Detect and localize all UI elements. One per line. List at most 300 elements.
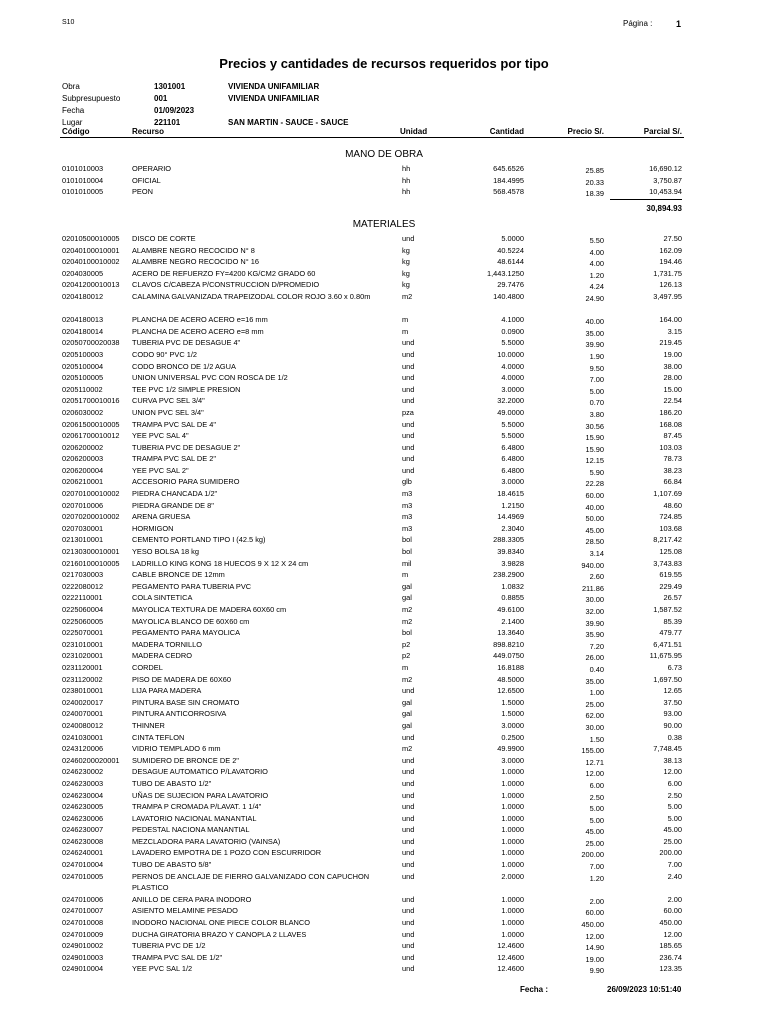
item-unit: gal xyxy=(402,697,412,707)
item-partial: 103.68 xyxy=(659,523,682,533)
item-quantity: 12.4600 xyxy=(497,941,524,951)
item-price: 45.00 xyxy=(585,525,604,535)
item-code: 02460200020001 xyxy=(62,755,120,765)
item-code: 02061500010005 xyxy=(62,419,120,429)
item-code: 0225070001 xyxy=(62,628,104,638)
table-row xyxy=(60,326,684,338)
item-unit: m3 xyxy=(402,500,413,510)
item-price: 32.00 xyxy=(585,607,604,616)
table-row xyxy=(60,778,684,790)
item-resource: CODO 90° PVC 1/2 xyxy=(132,349,197,359)
item-resource: PEON xyxy=(132,187,153,197)
item-partial: 0.38 xyxy=(667,732,682,742)
table-row xyxy=(60,523,684,535)
item-code: 0246230003 xyxy=(62,778,104,788)
item-quantity: 49.6100 xyxy=(497,605,524,614)
table-row xyxy=(60,291,684,314)
table-row xyxy=(60,813,684,825)
item-code: 0243120006 xyxy=(62,744,104,754)
item-partial: 186.20 xyxy=(659,407,682,417)
table-row xyxy=(60,314,684,326)
item-quantity: 10.0000 xyxy=(497,349,524,359)
item-unit: m xyxy=(402,570,409,580)
item-resource: YEE PVC SAL 1/2 xyxy=(132,964,193,974)
item-quantity: 3.0000 xyxy=(501,384,524,394)
table-row xyxy=(60,442,684,454)
info-row-obra xyxy=(62,80,702,92)
item-quantity: 1.2150 xyxy=(501,500,524,510)
item-partial: 90.00 xyxy=(663,720,682,730)
item-unit: und xyxy=(402,918,415,928)
item-resource: UNION UNIVERSAL PVC CON ROSCA DE 1/2 xyxy=(132,373,288,383)
item-quantity: 1.0000 xyxy=(501,802,524,812)
item-price: 39.90 xyxy=(585,340,604,350)
report-title: Precios y cantidades de recursos requeridos por tipo xyxy=(219,56,549,71)
item-partial: 38.13 xyxy=(663,755,682,765)
item-resource: TUBERIA PVC DE DESAGUE 2" xyxy=(132,442,241,452)
info-label: Obra xyxy=(62,81,80,91)
item-resource: ALAMBRE NEGRO RECOCIDO N° 16 xyxy=(132,257,259,267)
item-unit: und xyxy=(402,431,415,441)
item-unit: und xyxy=(402,755,415,765)
item-code: 0231120001 xyxy=(62,662,103,672)
item-quantity: 3.0000 xyxy=(501,755,524,765)
table-row xyxy=(60,361,684,373)
item-price: 7.00 xyxy=(589,862,604,872)
item-unit: und xyxy=(402,894,415,904)
item-price: 26.00 xyxy=(585,653,604,663)
item-code: 02051700010016 xyxy=(62,396,120,406)
info-code: 01/09/2023 xyxy=(154,105,195,115)
item-price: 45.00 xyxy=(585,827,604,837)
item-price: 5.00 xyxy=(589,386,604,396)
info-value: VIVIENDA UNIFAMILIAR xyxy=(228,93,320,103)
item-quantity: 40.5224 xyxy=(497,245,524,255)
table-row xyxy=(60,905,684,917)
table-row xyxy=(60,929,684,941)
item-price: 4.24 xyxy=(589,282,604,292)
item-code: 0240080012 xyxy=(62,720,104,730)
col-quantity-header: Cantidad xyxy=(489,127,524,136)
item-resource: PLANCHA DE ACERO ACERO e=8 mm xyxy=(132,326,264,336)
info-value: SAN MARTIN - SAUCE - SAUCE xyxy=(228,117,349,127)
item-code: 0246240001 xyxy=(62,848,104,858)
item-code: 02040100010001 xyxy=(62,245,120,255)
item-code: 0222080012 xyxy=(62,581,104,591)
table-row xyxy=(60,662,684,674)
item-quantity: 48.6144 xyxy=(497,257,524,267)
item-partial: 2.50 xyxy=(667,790,682,800)
item-unit: und xyxy=(402,952,415,962)
item-unit: hh xyxy=(402,164,411,173)
item-resource: THINNER xyxy=(132,720,165,730)
item-unit: m2 xyxy=(402,616,413,626)
item-partial: 164.00 xyxy=(659,315,682,325)
item-code: 0222110001 xyxy=(62,593,103,603)
item-unit: und xyxy=(402,790,415,800)
item-price: 35.00 xyxy=(585,676,604,686)
item-partial: 37.50 xyxy=(663,697,682,707)
item-resource: TUBERIA PVC DE 1/2 xyxy=(132,941,206,951)
item-partial: 6.73 xyxy=(667,662,682,672)
item-partial: 125.08 xyxy=(659,547,682,557)
item-code: 0205100003 xyxy=(62,349,104,359)
item-partial: 28.00 xyxy=(663,373,682,383)
table-row xyxy=(60,546,684,558)
item-partial: 724.85 xyxy=(659,512,682,522)
item-unit: und xyxy=(402,419,415,429)
item-code: 0231010001 xyxy=(62,639,104,649)
item-resource: PINTURA BASE SIN CROMATO xyxy=(132,697,240,707)
item-unit: bol xyxy=(402,547,412,557)
item-partial: 22.54 xyxy=(663,396,682,406)
item-quantity: 13.3640 xyxy=(497,628,524,638)
table-row xyxy=(60,430,684,442)
item-unit: m2 xyxy=(402,674,413,684)
section-rows-mano-de-obra xyxy=(60,163,684,198)
item-price: 24.90 xyxy=(585,293,604,303)
info-row-subpresupuesto xyxy=(62,92,702,104)
item-unit: und xyxy=(402,349,415,359)
item-price: 6.00 xyxy=(589,780,604,790)
item-resource: OPERARIO xyxy=(132,164,172,173)
section-total-mano-de-obra: 30,894.93 xyxy=(610,199,682,214)
item-partial: 1,587.52 xyxy=(653,605,682,614)
item-code: 02061700010012 xyxy=(62,431,120,441)
item-partial: 12.00 xyxy=(663,767,682,777)
item-price: 14.90 xyxy=(585,943,604,953)
item-partial: 1,731.75 xyxy=(653,268,682,278)
item-code: 02041200010013 xyxy=(62,280,120,290)
item-quantity: 2.1400 xyxy=(501,616,524,626)
item-unit: kg xyxy=(402,245,410,255)
item-quantity: 1.0000 xyxy=(501,813,524,823)
item-quantity: 1.0000 xyxy=(501,918,524,928)
item-quantity: 2.0000 xyxy=(501,871,524,881)
item-price: 60.00 xyxy=(585,491,604,501)
item-price: 3.14 xyxy=(589,549,604,559)
item-quantity: 12.6500 xyxy=(497,686,524,696)
table-row xyxy=(60,732,684,744)
item-partial: 7.00 xyxy=(667,860,682,870)
table-row xyxy=(60,175,684,187)
item-resource: LAVADERO EMPOTRA DE 1 POZO CON ESCURRIDOR xyxy=(132,848,322,858)
col-unit-header: Unidad xyxy=(400,127,428,136)
item-resource: YEE PVC SAL 4" xyxy=(132,431,189,441)
item-code: 0204180014 xyxy=(62,326,104,336)
table-row xyxy=(60,534,684,546)
project-info xyxy=(62,80,702,128)
table-row xyxy=(60,511,684,523)
item-resource: LADRILLO KING KONG 18 HUECOS 9 X 12 X 24 cm xyxy=(132,558,309,568)
item-price: 1.20 xyxy=(589,873,604,883)
item-price: 25.00 xyxy=(585,699,604,709)
item-resource: MAYOLICA BLANCO DE 60X60 cm xyxy=(132,616,250,626)
item-unit: und xyxy=(402,860,415,870)
table-row xyxy=(60,488,684,500)
item-partial: 26.57 xyxy=(663,593,682,603)
item-unit: m2 xyxy=(402,291,413,301)
item-code: 0206200004 xyxy=(62,465,104,475)
item-price: 7.20 xyxy=(589,641,604,651)
item-partial: 168.08 xyxy=(659,419,682,429)
item-price: 4.00 xyxy=(589,259,604,269)
item-quantity: 1.0000 xyxy=(501,778,524,788)
item-quantity: 49.0000 xyxy=(497,407,524,417)
item-unit: kg xyxy=(402,280,410,290)
item-quantity: 6.4800 xyxy=(501,454,524,464)
item-partial: 103.03 xyxy=(659,442,682,452)
item-quantity: 49.9900 xyxy=(497,744,524,754)
item-code: 0249010002 xyxy=(62,941,104,951)
item-code: 0241030001 xyxy=(62,732,104,742)
item-partial: 1,697.50 xyxy=(653,674,682,684)
item-unit: gal xyxy=(402,593,412,603)
item-resource: MADERA TORNILLO xyxy=(132,639,202,649)
table-row xyxy=(60,952,684,964)
item-partial: 87.45 xyxy=(663,431,682,441)
item-unit: und xyxy=(402,941,415,951)
item-code: 0101010004 xyxy=(62,175,104,185)
item-resource: HORMIGON xyxy=(132,523,174,533)
item-resource: PINTURA ANTICORROSIVA xyxy=(132,709,227,719)
item-partial: 45.00 xyxy=(663,825,682,835)
item-quantity: 29.7476 xyxy=(497,280,524,290)
item-price: 1.20 xyxy=(589,270,604,280)
item-quantity: 12.4600 xyxy=(497,952,524,962)
table-row xyxy=(60,627,684,639)
item-resource: CLAVOS C/CABEZA P/CONSTRUCCION D/PROMEDIO xyxy=(132,280,320,290)
item-unit: und xyxy=(402,836,415,846)
item-resource: TRAMPA P CROMADA P/LAVAT. 1 1/4" xyxy=(132,802,262,812)
item-code: 0246230004 xyxy=(62,790,104,800)
item-resource: PEGAMENTO PARA TUBERIA PVC xyxy=(132,581,252,591)
item-quantity: 288.3305 xyxy=(493,535,524,545)
table-row xyxy=(60,279,684,291)
table-header xyxy=(60,127,684,138)
item-unit: gal xyxy=(402,709,412,719)
item-resource: TUBO DE ABASTO 1/2" xyxy=(132,778,212,788)
item-unit: und xyxy=(402,234,415,243)
item-price: 28.50 xyxy=(585,537,604,547)
item-unit: und xyxy=(402,396,415,406)
item-unit: gal xyxy=(402,581,412,591)
item-price: 15.90 xyxy=(585,433,604,443)
item-resource: CODO BRONCO DE 1/2 AGUA xyxy=(132,361,236,371)
item-quantity: 1.0000 xyxy=(501,767,524,777)
item-quantity: 1,443.1250 xyxy=(487,268,524,278)
item-partial: 2.00 xyxy=(667,894,682,904)
section-rows-materiales xyxy=(60,233,684,975)
item-quantity: 5.5000 xyxy=(501,431,524,441)
table-row xyxy=(60,801,684,813)
item-code: 0231120002 xyxy=(62,674,103,684)
item-partial: 3,750.87 xyxy=(653,175,682,185)
item-partial: 48.60 xyxy=(663,500,682,510)
item-price: 60.00 xyxy=(585,908,604,918)
item-price: 62.00 xyxy=(585,711,604,721)
item-unit: p2 xyxy=(402,639,411,649)
item-quantity: 14.4969 xyxy=(497,512,524,522)
table-row xyxy=(60,650,684,662)
item-price: 22.28 xyxy=(585,479,604,489)
item-price: 940.00 xyxy=(581,560,604,570)
item-quantity: 5.0000 xyxy=(501,234,524,243)
item-price: 0.40 xyxy=(589,664,604,674)
item-unit: m2 xyxy=(402,605,413,614)
item-unit: m3 xyxy=(402,489,413,499)
item-price: 15.90 xyxy=(585,444,604,454)
table-row xyxy=(60,708,684,720)
item-partial: 15.00 xyxy=(663,384,682,394)
item-code: 0246230007 xyxy=(62,825,104,835)
item-resource: DESAGUE AUTOMATICO P/LAVATORIO xyxy=(132,767,268,777)
item-resource: CALAMINA GALVANIZADA TRAPEIZODAL COLOR ROJO 3.60 x 0.80m xyxy=(132,291,371,301)
item-resource: MAYOLICA TEXTURA DE MADERA 60X60 cm xyxy=(132,605,287,614)
section-title-mano-de-obra: MANO DE OBRA xyxy=(345,149,423,160)
item-unit: m xyxy=(402,326,409,336)
item-quantity: 5.5000 xyxy=(501,419,524,429)
item-quantity: 3.9828 xyxy=(501,558,524,568)
item-price: 1.00 xyxy=(589,688,604,698)
table-row xyxy=(60,453,684,465)
item-unit: und xyxy=(402,848,415,858)
item-resource: TRAMPA PVC SAL DE 2" xyxy=(132,454,216,464)
item-unit: gal xyxy=(402,720,412,730)
item-unit: pza xyxy=(402,407,414,417)
table-row xyxy=(60,500,684,512)
table-row xyxy=(60,871,684,894)
item-code: 0204180013 xyxy=(62,315,104,325)
item-partial: 3,743.83 xyxy=(653,558,682,568)
item-unit: und xyxy=(402,361,415,371)
item-code: 0205110002 xyxy=(62,384,103,394)
item-partial: 7,748.45 xyxy=(653,744,682,754)
item-price: 0.70 xyxy=(589,398,604,408)
item-unit: und xyxy=(402,767,415,777)
col-price-header: Precio S/. xyxy=(567,127,604,136)
item-price: 12.00 xyxy=(585,931,604,941)
item-resource: SUMIDERO DE BRONCE DE 2" xyxy=(132,755,239,765)
item-code: 0247010004 xyxy=(62,860,104,870)
info-label: Subpresupuesto xyxy=(62,93,121,103)
item-partial: 16,690.12 xyxy=(649,164,682,173)
item-resource: ACERO DE REFUERZO FY=4200 KG/CM2 GRADO 60 xyxy=(132,268,316,278)
page-label: Página : xyxy=(623,19,653,28)
item-resource: YESO BOLSA 18 kg xyxy=(132,547,199,557)
table-row xyxy=(60,268,684,280)
item-price: 19.00 xyxy=(585,954,604,964)
item-price: 39.90 xyxy=(585,618,604,628)
item-resource: PERNOS DE ANCLAJE DE FIERRO GALVANIZADO CON CAPUCHON PLASTICO xyxy=(132,871,370,893)
item-unit: bol xyxy=(402,535,412,545)
item-code: 0246230008 xyxy=(62,836,104,846)
info-code: 001 xyxy=(154,93,168,103)
item-resource: DISCO DE CORTE xyxy=(132,234,196,243)
item-quantity: 1.0000 xyxy=(501,906,524,916)
item-price: 155.00 xyxy=(581,746,604,756)
item-partial: 479.77 xyxy=(659,628,682,638)
item-quantity: 5.5000 xyxy=(501,338,524,348)
item-code: 0205100005 xyxy=(62,373,104,383)
item-quantity: 16.8188 xyxy=(497,662,524,672)
item-unit: hh xyxy=(402,187,411,197)
item-price: 4.00 xyxy=(589,247,604,257)
table-row xyxy=(60,917,684,929)
item-quantity: 1.0000 xyxy=(501,836,524,846)
item-price: 5.50 xyxy=(589,236,604,245)
item-unit: und xyxy=(402,384,415,394)
item-partial: 229.49 xyxy=(659,581,682,591)
item-code: 02040100010002 xyxy=(62,257,120,267)
item-partial: 194.46 xyxy=(659,257,682,267)
item-partial: 19.00 xyxy=(663,349,682,359)
item-partial: 3,497.95 xyxy=(653,291,682,301)
info-label: Fecha xyxy=(62,105,85,115)
item-partial: 2.40 xyxy=(667,871,682,881)
item-resource: DUCHA GIRATORIA BRAZO Y CANOPLA 2 LLAVES xyxy=(132,929,307,939)
section-title-materiales: MATERIALES xyxy=(352,219,416,230)
item-price: 12.15 xyxy=(585,456,604,466)
item-unit: kg xyxy=(402,268,410,278)
item-partial: 3.15 xyxy=(667,326,682,336)
item-code: 02050700020038 xyxy=(62,338,120,348)
item-price: 40.00 xyxy=(585,317,604,327)
item-resource: LIJA PARA MADERA xyxy=(132,686,202,696)
item-code: 0206200002 xyxy=(62,442,104,452)
item-price: 2.60 xyxy=(589,572,604,582)
item-quantity: 1.0000 xyxy=(501,790,524,800)
item-unit: und xyxy=(402,871,415,881)
item-resource: ASIENTO MELAMINE PESADO xyxy=(132,906,238,916)
item-unit: p2 xyxy=(402,651,411,661)
item-price: 30.56 xyxy=(585,421,604,431)
item-quantity: 0.8855 xyxy=(501,593,524,603)
item-quantity: 18.4615 xyxy=(497,489,524,499)
item-price: 5.90 xyxy=(589,467,604,477)
item-resource: TEE PVC 1/2 SIMPLE PRESION xyxy=(132,384,241,394)
item-code: 02070100010002 xyxy=(62,489,120,499)
item-price: 200.00 xyxy=(581,850,604,860)
item-price: 450.00 xyxy=(581,920,604,930)
table-row xyxy=(60,940,684,952)
item-resource: ACCESORIO PARA SUMIDERO xyxy=(132,477,240,487)
table-row xyxy=(60,592,684,604)
item-code: 0204030005 xyxy=(62,268,104,278)
item-resource: TUBO DE ABASTO 5/8" xyxy=(132,860,212,870)
item-unit: bol xyxy=(402,628,412,638)
table-row xyxy=(60,616,684,628)
item-unit: und xyxy=(402,802,415,812)
table-row xyxy=(60,372,684,384)
item-resource: UÑAS DE SUJECION PARA LAVATORIO xyxy=(132,790,269,800)
item-price: 30.00 xyxy=(585,722,604,732)
item-resource: ARENA GRUESA xyxy=(132,512,191,522)
item-partial: 619.55 xyxy=(659,570,682,580)
item-resource: ALAMBRE NEGRO RECOCIDO N° 8 xyxy=(132,245,255,255)
table-row xyxy=(60,476,684,488)
item-price: 35.00 xyxy=(585,328,604,338)
item-code: 0206200003 xyxy=(62,454,104,464)
col-resource-header: Recurso xyxy=(132,127,165,136)
item-price: 1.50 xyxy=(589,734,604,744)
item-unit: m2 xyxy=(402,744,413,754)
table-row xyxy=(60,847,684,859)
item-price: 2.00 xyxy=(589,896,604,906)
item-resource: PIEDRA GRANDE DE 8" xyxy=(132,500,214,510)
item-quantity: 6.4800 xyxy=(501,442,524,452)
item-unit: und xyxy=(402,732,415,742)
